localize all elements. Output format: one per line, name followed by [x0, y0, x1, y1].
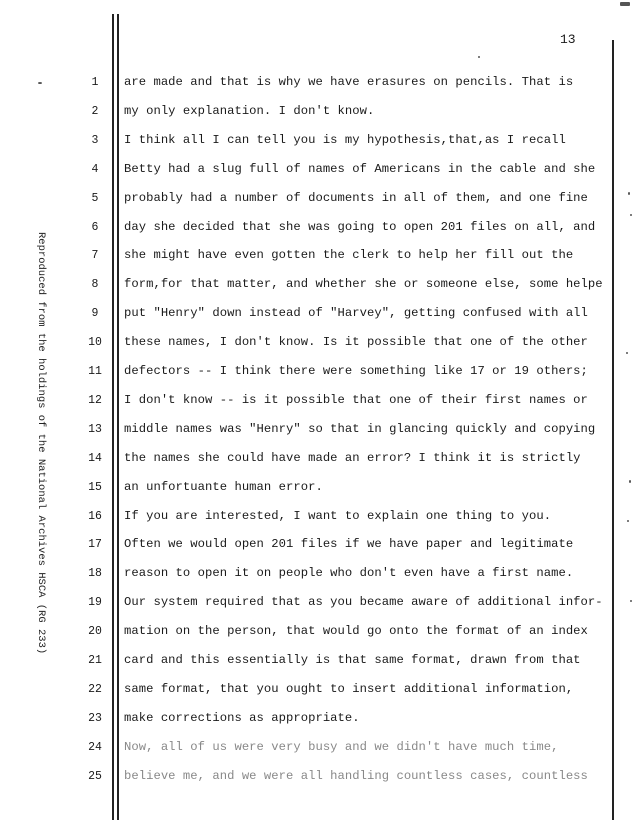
- transcript-line: the names she could have made an error? I think it is strictly: [124, 450, 581, 465]
- transcript-line: reason to open it on people who don't even have a first name.: [124, 566, 574, 581]
- right-margin-rule: [612, 40, 614, 820]
- line-number: 5: [91, 191, 99, 205]
- transcript-line: I don't know -- is it possible that one of their first names or: [124, 392, 588, 407]
- scan-speck: [478, 56, 480, 58]
- line-number: 3: [91, 133, 99, 147]
- line-number: 18: [88, 567, 102, 581]
- transcript-line: I think all I can tell you is my hypothesis,that,as I recall: [124, 132, 566, 147]
- line-number: 24: [88, 740, 102, 754]
- scan-speck: [629, 480, 631, 483]
- left-margin-rule-outer: [112, 14, 114, 820]
- line-number: 13: [88, 422, 102, 436]
- scan-speck: [630, 600, 632, 602]
- line-number: 25: [88, 769, 102, 783]
- scan-speck: [628, 192, 630, 195]
- line-number: 23: [88, 711, 102, 725]
- line-number: 19: [88, 596, 102, 610]
- transcript-line: put "Henry" down instead of "Harvey", getting confused with all: [124, 306, 588, 321]
- transcript-line: middle names was "Henry" so that in glancing quickly and copying: [124, 421, 596, 436]
- scan-speck: [620, 2, 630, 6]
- archive-side-note: Reproduced from the holdings of the National Archives HSCA (RG 233): [35, 232, 47, 655]
- transcript-line: Often we would open 201 files if we have paper and legitimate: [124, 537, 574, 552]
- transcript-line: make corrections as appropriate.: [124, 710, 360, 725]
- scan-speck: [626, 352, 628, 354]
- transcript-line: mation on the person, that would go onto the format of an index: [124, 624, 588, 639]
- line-number: 16: [88, 509, 102, 523]
- transcript-line: probably had a number of documents in all of them, and one fine: [124, 190, 588, 205]
- transcript-line: If you are interested, I want to explain one thing to you.: [124, 508, 552, 523]
- scan-speck: [38, 82, 42, 84]
- line-number: 22: [88, 682, 102, 696]
- transcript-line: same format, that you ought to insert additional information,: [124, 681, 574, 696]
- transcript-line: Our system required that as you became aware of additional infor-: [124, 595, 603, 610]
- line-number: 20: [88, 625, 102, 639]
- line-number: 12: [88, 393, 102, 407]
- line-number: 8: [91, 278, 99, 292]
- line-number: 21: [88, 654, 102, 667]
- left-margin-rule-inner: [117, 14, 119, 820]
- transcript-line: day she decided that she was going to open 201 files on all, and: [124, 219, 596, 234]
- line-number: 1: [91, 76, 99, 89]
- line-number: 4: [91, 162, 99, 176]
- line-number: 14: [88, 451, 102, 465]
- transcript-line: she might have even gotten the clerk to help her fill out the: [124, 248, 574, 263]
- scan-speck: [627, 520, 629, 522]
- transcript-line: form,for that matter, and whether she or someone else, some helpe: [124, 277, 603, 292]
- line-number: 10: [88, 336, 102, 350]
- line-number: 6: [91, 220, 99, 234]
- transcript-line: card and this essentially is that same format, drawn from that: [124, 653, 581, 667]
- transcript-line: an unfortuante human error.: [124, 479, 323, 494]
- transcript-line: these names, I don't know. Is it possible that one of the other: [124, 335, 588, 350]
- line-number: 17: [88, 538, 102, 552]
- transcript-line: believe me, and we were all handling countless cases, countless: [124, 768, 588, 783]
- transcript-line: my only explanation. I don't know.: [124, 103, 375, 118]
- transcript-line: Betty had a slug full of names of Americans in the cable and she: [124, 161, 596, 176]
- transcript-line: are made and that is why we have erasures on pencils. That is: [124, 75, 574, 89]
- line-number: 2: [91, 104, 99, 118]
- page-number: 13: [560, 32, 576, 47]
- line-number: 7: [91, 249, 99, 263]
- transcript-line: defectors -- I think there were something like 17 or 19 others;: [124, 364, 588, 378]
- line-number: 11: [88, 365, 102, 378]
- line-number: 15: [88, 480, 102, 494]
- transcript-line: Now, all of us were very busy and we didn't have much time,: [124, 739, 559, 754]
- scan-speck: [630, 214, 632, 216]
- line-number: 9: [91, 307, 99, 321]
